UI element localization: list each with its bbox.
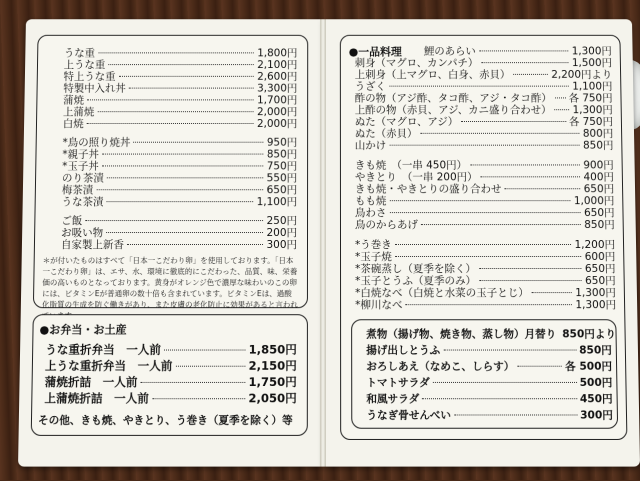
menu-item: 上蒲焼 2,000円 bbox=[62, 106, 298, 119]
menu-item: *玉子焼 600円 bbox=[355, 250, 616, 263]
menu-item: *玉子丼 750円 bbox=[62, 160, 298, 173]
menu-item: おろしあえ（なめこ、しらす） 各 500円 bbox=[366, 360, 613, 373]
menu-item: 蒲焼 1,700円 bbox=[63, 94, 298, 107]
menu-item: *茶碗蒸し（夏季を除く） 650円 bbox=[355, 262, 616, 276]
menu-item: 上うな重 2,100円 bbox=[63, 59, 298, 71]
menu-item: *親子丼 850円 bbox=[62, 148, 298, 161]
bento-item: 上うな重折弁当 一人前 2,150円 bbox=[44, 358, 297, 373]
bento-panel bbox=[31, 314, 308, 436]
menu-item: *う巻き 1,200円 bbox=[354, 239, 616, 251]
bento-item: 蒲焼折詰 一人前 1,750円 bbox=[44, 374, 297, 390]
menu-item: 山かけ 850円 bbox=[354, 139, 614, 152]
menu-item: やきとり （一串 200円） 400円 bbox=[354, 171, 615, 184]
bento-item: 上蒲焼折詰 一人前 2,050円 bbox=[44, 391, 297, 406]
menu-item: うな重 1,800円 bbox=[63, 47, 298, 60]
a-la-carte-title: ●一品料理 bbox=[348, 45, 402, 59]
menu-booklet bbox=[14, 10, 639, 481]
menu-item: *柳川なべ 1,300円 bbox=[355, 299, 617, 312]
bento-item: うな重折弁当 一人前 1,850円 bbox=[45, 342, 297, 357]
menu-item: *玉子とうふ（夏季のみ） 650円 bbox=[355, 275, 616, 288]
bento-title: ●お弁当・お土産 bbox=[39, 323, 127, 337]
menu-item: 自家製上新香 300円 bbox=[60, 239, 298, 251]
a-la-carte-panel bbox=[340, 35, 628, 440]
menu-item: きも焼・やきとりの盛り合わせ 650円 bbox=[354, 183, 615, 196]
menu-item: うざく 1,100円 bbox=[354, 80, 613, 93]
menu-item: 鳥わさ 650円 bbox=[354, 207, 615, 220]
menu-item: お吸い物 200円 bbox=[61, 227, 298, 240]
menu-item: 上刺身（上マグロ、白身、赤貝） 2,200円より bbox=[354, 69, 613, 81]
menu-item: 梅茶漬 650円 bbox=[61, 184, 298, 197]
menu-item: 特製中入れ丼 3,300円 bbox=[63, 82, 298, 95]
menu-item: *鳥の照り焼丼 950円 bbox=[62, 136, 298, 149]
bento-footer: その他、きも焼、やきとり、う巻き（夏季を除く）等 bbox=[37, 414, 293, 427]
menu-item: 揚げ出しとうふ 850円 bbox=[366, 344, 612, 357]
menu-item: のり茶漬 550円 bbox=[61, 172, 298, 185]
menu-item: うなぎ骨せんべい 300円 bbox=[366, 409, 613, 422]
seasonal-box bbox=[351, 319, 618, 429]
menu-item: もも焼 1,000円 bbox=[354, 195, 615, 208]
menu-item: 上酢の物（赤貝、アジ、カニ盛り合わせ） 1,300円 bbox=[354, 104, 613, 117]
menu-item: 酢の物（アジ酢、タコ酢、アジ・タコ酢） 各 750円 bbox=[354, 92, 613, 105]
menu-item: 鳥のからあげ 850円 bbox=[354, 219, 615, 232]
menu-item: トマトサラダ 500円 bbox=[366, 376, 613, 390]
menu-item: ぬた（マグロ、アジ） 各 750円 bbox=[354, 116, 614, 128]
menu-item: 鯉のあらい 1,300円 bbox=[423, 45, 612, 58]
menu-item: きも焼 （一串 450円） 900円 bbox=[354, 159, 614, 172]
menu-item: *白焼なべ（白焼と水菜の玉子とじ） 1,300円 bbox=[355, 287, 616, 300]
menu-item: 刺身（マグロ、カンパチ） 1,500円 bbox=[354, 57, 613, 70]
menu-item: 特上うな重 2,600円 bbox=[63, 70, 298, 83]
main-dishes-panel bbox=[33, 35, 308, 308]
menu-item: ご飯 250円 bbox=[61, 215, 298, 228]
menu-fold bbox=[320, 19, 326, 466]
menu-item: 和風サラダ 450円 bbox=[366, 393, 613, 406]
menu-item: 煮物（揚げ物、焼き物、蒸し物）月替り 850円より bbox=[366, 328, 617, 341]
egg-note: ＊が付いたものはすべて「日本一こだわり卵」を使用しております。「日本一こだわり卵」は、エサ、水、環境に徹底的にこだわった、品質、味、栄養価の高いものとなっております。黄身がオレンジ色で濃厚な味わいのこの卵には、ビタミンEが普通卵の数十倍も含まれています。ビタミンEは、過酸化脂質の生成を防ぐ働きがあり、また皮膚の老化防止に効果があると言われています。 bbox=[41, 255, 298, 310]
menu-item: 白焼 2,000円 bbox=[62, 118, 298, 130]
menu-item: ぬた（赤貝） 800円 bbox=[354, 127, 614, 140]
menu-item: うな茶漬 1,100円 bbox=[61, 196, 298, 209]
